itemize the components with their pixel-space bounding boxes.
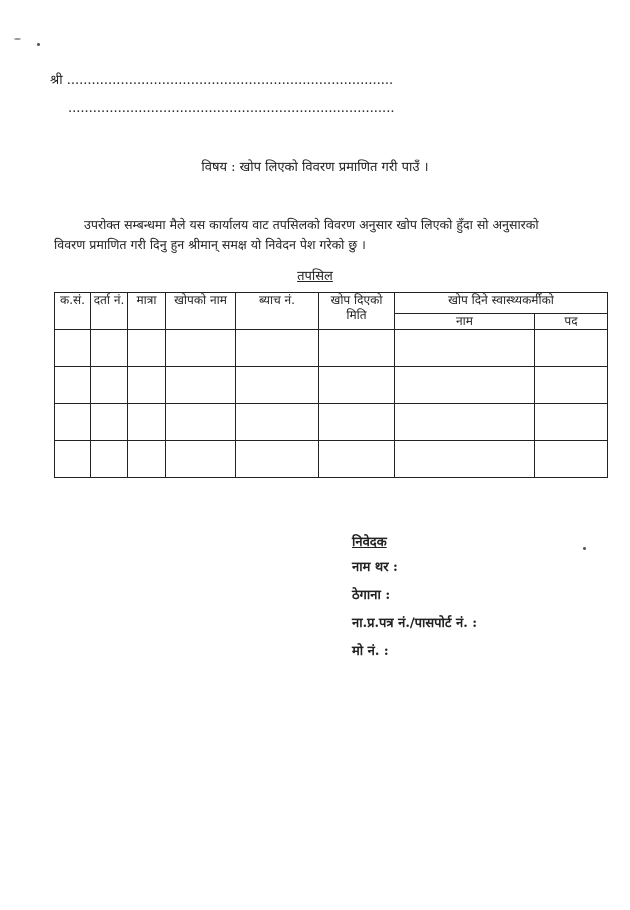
table-cell[interactable] [55,330,91,367]
table-cell[interactable] [319,404,395,441]
salutation: श्री [50,73,63,88]
table-row [55,330,608,367]
table-cell[interactable] [166,367,236,404]
table-cell[interactable] [535,330,608,367]
body-paragraph [54,215,606,255]
paragraph-line-1: उपरोक्त सम्बन्धमा मैले यस कार्यालय वाट तपसिलको विवरण अनुसार खोप लिएको हुँदा सो अनुसारको [84,217,539,232]
subject-line: विषय : खोप लिएको विवरण प्रमाणित गरी पाउँ । [201,160,429,175]
table-cell[interactable] [535,404,608,441]
table-cell[interactable] [91,367,128,404]
table-cell[interactable] [236,330,319,367]
address-dots-1: ............................................................................... [66,73,394,88]
col-header-date-given: खोप दिएको मिति [319,293,395,330]
table-cell[interactable] [128,404,166,441]
col-header-vaccine-name: खोपको नाम [166,293,236,330]
table-cell[interactable] [55,441,91,478]
applicant-mobile-label: मो नं. : [352,644,389,659]
col-header-dose: मात्रा [128,293,166,330]
table-cell[interactable] [128,330,166,367]
table-cell[interactable] [395,441,535,478]
table-heading-text: तपसिल [297,269,333,284]
address-dots-2: ............................................................................... [68,101,395,116]
col-header-hw-name: नाम [395,314,535,330]
col-header-batch-no: ब्याच नं. [236,293,319,330]
col-header-health-worker: खोप दिने स्वास्थ्यकर्मीको [395,293,608,314]
table-cell[interactable] [166,441,236,478]
table-cell[interactable] [535,441,608,478]
col-header-reg-no: दर्ता नं. [91,293,128,330]
table-cell[interactable] [236,367,319,404]
table-cell[interactable] [395,404,535,441]
table-row [55,367,608,404]
scan-speck [14,38,21,40]
table-row [55,441,608,478]
table-cell[interactable] [319,441,395,478]
table-cell[interactable] [91,330,128,367]
table-row [55,404,608,441]
table-cell[interactable] [319,367,395,404]
applicant-title: निवेदक [352,535,387,550]
col-header-sn: क.सं. [55,293,91,330]
table-cell[interactable] [91,441,128,478]
table-cell[interactable] [236,441,319,478]
table-cell[interactable] [128,441,166,478]
table-cell[interactable] [166,330,236,367]
table-cell[interactable] [91,404,128,441]
table-cell[interactable] [535,367,608,404]
vaccination-table [54,292,608,478]
scan-speck [37,43,40,46]
table-cell[interactable] [55,404,91,441]
table-cell[interactable] [55,367,91,404]
col-header-hw-post: पद [535,314,608,330]
applicant-id-label: ना.प्र.पत्र नं./पासपोर्ट नं. : [352,616,478,631]
address-line-1 [50,70,394,88]
table-cell[interactable] [319,330,395,367]
paragraph-line-2: विवरण प्रमाणित गरी दिनु हुन श्रीमान् समक्ष यो निवेदन पेश गरेको छु । [54,237,366,252]
table-heading [0,266,630,284]
table-cell[interactable] [395,367,535,404]
address-line-2 [68,101,395,116]
applicant-block [352,532,477,671]
applicant-address-label: ठेगाना : [352,588,391,603]
table-cell[interactable] [236,404,319,441]
table-cell[interactable] [395,330,535,367]
scan-speck [583,547,586,550]
table-cell[interactable] [166,404,236,441]
applicant-name-label: नाम थर : [352,560,398,575]
table-cell[interactable] [128,367,166,404]
